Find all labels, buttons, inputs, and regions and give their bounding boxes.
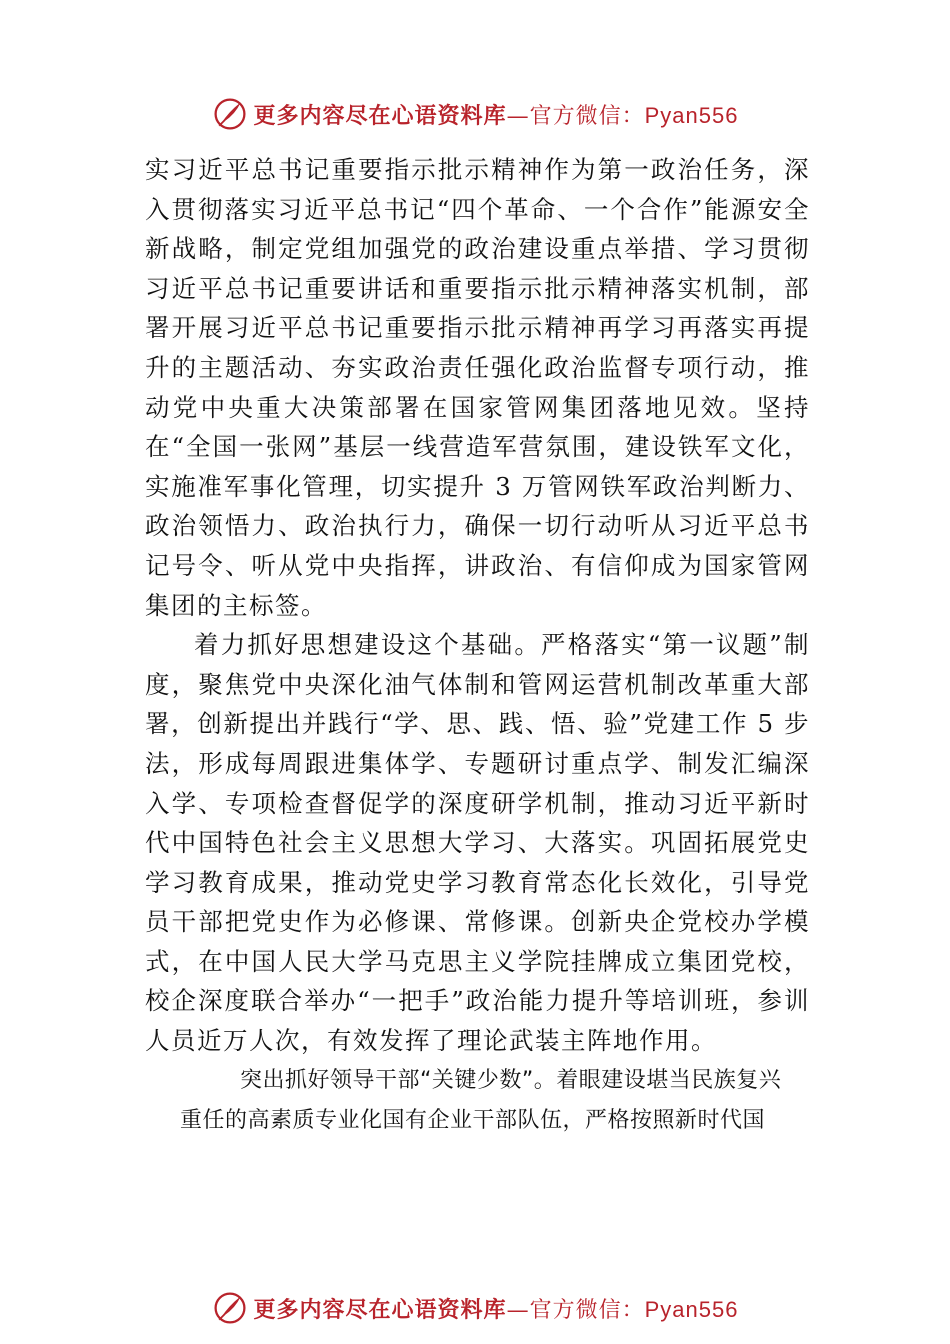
banner-dash: —: [506, 1297, 530, 1323]
banner-text: [254, 99, 739, 130]
banner-official-label: 官方微信：: [529, 103, 645, 129]
footer-banner: [0, 1288, 950, 1328]
banner-wechat-id: Pyan556: [644, 1296, 739, 1322]
banner-main-text: 更多内容尽在心语资料库: [253, 102, 507, 129]
paragraph-2: 着力抓好思想建设这个基础。严格落实“第一议题”制度，聚焦党中央深化油气体制和管网运营机制改革重大部署，创新提出并践行“学、思、践、悟、验”党建工作 5 步法，形成每周跟进集体学、专题研讨重点学、制发汇编深入学、专项检查督促学的深度研学机制，推动习近平新时代中国特色社会主义思想大学习、大落实。巩固拓展党史学习教育成果，推动党史学习教育常态化长效化，引导党员干部把党史作为必修课、常修课。创新央企党校办学模式，在中国人民大学马克思主义学院挂牌成立集团党校，校企深度联合举办“一把手”政治能力提升等培训班，参训人员近万人次，有效发挥了理论武装主阵地作用。: [145, 630, 810, 1056]
banner-text: [254, 1293, 739, 1324]
banner-main-text: 更多内容尽在心语资料库: [253, 1296, 507, 1323]
paragraph-3-line-1: 突出抓好领导干部“关键少数”。着眼建设堪当民族复兴: [240, 1067, 782, 1093]
quill-logo-icon: [212, 96, 248, 132]
quill-logo-icon: [212, 1290, 248, 1326]
document-body: [145, 150, 810, 1141]
header-banner: [0, 94, 950, 134]
banner-dash: —: [506, 103, 530, 129]
paragraph-1: 实习近平总书记重要指示批示精神作为第一政治任务，深入贯彻落实习近平总书记“四个革命、一个合作”能源安全新战略，制定党组加强党的政治建设重点举措、学习贯彻习近平总书记重要讲话和重要指示批示精神落实机制，部署开展习近平总书记重要指示批示精神再学习再落实再提升的主题活动、夯实政治责任强化政治监督专项行动，推动党中央重大决策部署在国家管网集团落地见效。坚持在“全国一张网”基层一线营造军营氛围，建设铁军文化，实施准军事化管理，切实提升 3 万管网铁军政治判断力、政治领悟力、政治执行力，确保一切行动听从习近平总书记号令、听从党中央指挥，讲政治、有信仰成为国家管网集团的主标签。: [145, 155, 810, 620]
paragraph-3: [145, 1061, 810, 1141]
paragraph-3-line-2: 重任的高素质专业化国有企业干部队伍，严格按照新时代国: [180, 1107, 766, 1133]
banner-wechat-id: Pyan556: [644, 102, 739, 128]
banner-official-label: 官方微信：: [529, 1297, 645, 1323]
